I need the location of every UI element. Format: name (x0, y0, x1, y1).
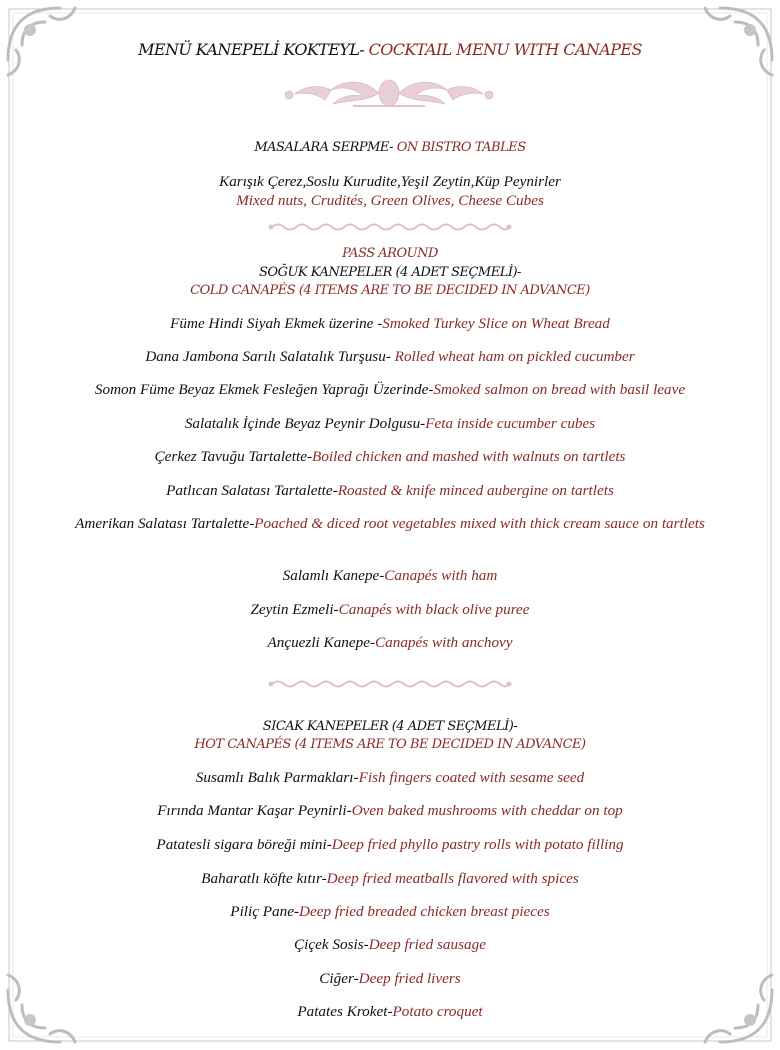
item-en: Oven baked mushrooms with cheddar on top (351, 802, 623, 819)
item-tr: Patlıcan Salatası Tartalette- (166, 482, 338, 499)
item-tr: Patatesli sigara böreği mini- (156, 836, 332, 853)
item-en: Deep fried meatballs flavored with spices (326, 870, 579, 887)
menu-title (0, 40, 780, 61)
ornament-icon (283, 76, 495, 110)
item-en: Deep fried breaded chicken breast pieces (299, 903, 550, 920)
list-item (40, 969, 740, 988)
list-item (40, 414, 740, 433)
pass-around-label: PASS AROUND (342, 246, 438, 261)
item-tr: Çiçek Sosis- (294, 936, 369, 953)
list-item (40, 768, 740, 787)
item-tr: Amerikan Salatası Tartalette- (75, 515, 255, 532)
list-item (40, 481, 740, 500)
item-tr: Somon Füme Beyaz Ekmek Fesleğen Yaprağı Üzerinde- (94, 381, 434, 398)
list-item (40, 935, 740, 954)
item-en: Boiled chicken and mashed with walnuts on tartlets (312, 448, 626, 465)
title-tr: MENÜ KANEPELİ KOKTEYL- (138, 40, 369, 59)
list-item (40, 347, 740, 366)
cold-heading-tr: SOĞUK KANEPELER (4 ADET SEÇMELİ)- (259, 265, 521, 280)
list-item (75, 514, 705, 533)
list-item (40, 633, 740, 652)
list-item (40, 902, 740, 921)
item-en: Deep fried sausage (368, 936, 486, 953)
title-en: COCKTAIL MENU WITH CANAPES (368, 40, 642, 59)
item-en: Roasted & knife minced aubergine on tartlets (337, 482, 614, 499)
item-en: Deep fried livers (358, 970, 461, 987)
list-item (40, 835, 740, 854)
item-tr: Susamlı Balık Parmakları- (195, 769, 359, 786)
item-en: Canapés with black olive puree (338, 601, 530, 618)
list-item (40, 801, 740, 820)
item-en: Smoked Turkey Slice on Wheat Bread (382, 315, 610, 332)
item-tr: Fırında Mantar Kaşar Peynirli- (157, 802, 352, 819)
item-en: Canapés with ham (384, 567, 498, 584)
bistro-items-en: Mixed nuts, Crudités, Green Olives, Cheese Cubes (236, 192, 544, 209)
hot-heading-en: HOT CANAPÉS (4 ITEMS ARE TO BE DECIDED IN ADVANCE) (194, 737, 586, 752)
list-item (40, 314, 740, 333)
item-en: Feta inside cucumber cubes (425, 415, 596, 432)
item-en: Fish fingers coated with sesame seed (358, 769, 585, 786)
item-tr: Çerkez Tavuğu Tartalette- (154, 448, 313, 465)
item-tr: Salamlı Kanepe- (282, 567, 385, 584)
item-en: Smoked salmon on bread with basil leave (433, 381, 686, 398)
item-tr: Piliç Pane- (230, 903, 300, 920)
bistro-heading (40, 139, 740, 156)
item-tr: Baharatlı köfte kıtır- (201, 870, 327, 887)
item-en: Potato croquet (392, 1003, 483, 1020)
item-tr: Ciğer- (319, 970, 359, 987)
list-item (40, 447, 740, 466)
item-tr: Patates Kroket- (297, 1003, 393, 1020)
list-item (40, 869, 740, 888)
item-en: Rolled wheat ham on pickled cucumber (394, 348, 635, 365)
list-item (40, 1002, 740, 1021)
divider-icon (268, 222, 512, 232)
bistro-heading-en: ON BISTRO TABLES (396, 140, 526, 155)
item-en: Canapés with anchovy (375, 634, 513, 651)
bistro-heading-tr: MASALARA SERPME- (254, 140, 397, 155)
item-tr: Dana Jambona Sarılı Salatalık Turşusu- (145, 348, 395, 365)
item-en: Poached & diced root vegetables mixed with thick cream sauce on tartlets (254, 515, 705, 532)
hot-heading-tr: SICAK KANEPELER (4 ADET SEÇMELİ)- (262, 719, 518, 734)
item-en: Deep fried phyllo pastry rolls with potato filling (331, 836, 624, 853)
item-tr: Ançuezli Kanepe- (267, 634, 376, 651)
list-item (40, 600, 740, 619)
item-tr: Zeytin Ezmeli- (250, 601, 339, 618)
list-item (40, 566, 740, 585)
item-tr: Füme Hindi Siyah Ekmek üzerine - (170, 315, 383, 332)
list-item (40, 380, 740, 399)
item-tr: Salatalık İçinde Beyaz Peynir Dolgusu- (184, 415, 426, 432)
divider-icon (268, 679, 512, 689)
bistro-items-tr: Karışık Çerez,Soslu Kurudite,Yeşil Zeytin,Küp Peynirler (219, 173, 561, 190)
cold-heading-en: COLD CANAPÉS (4 ITEMS ARE TO BE DECIDED IN ADVANCE) (190, 283, 590, 298)
